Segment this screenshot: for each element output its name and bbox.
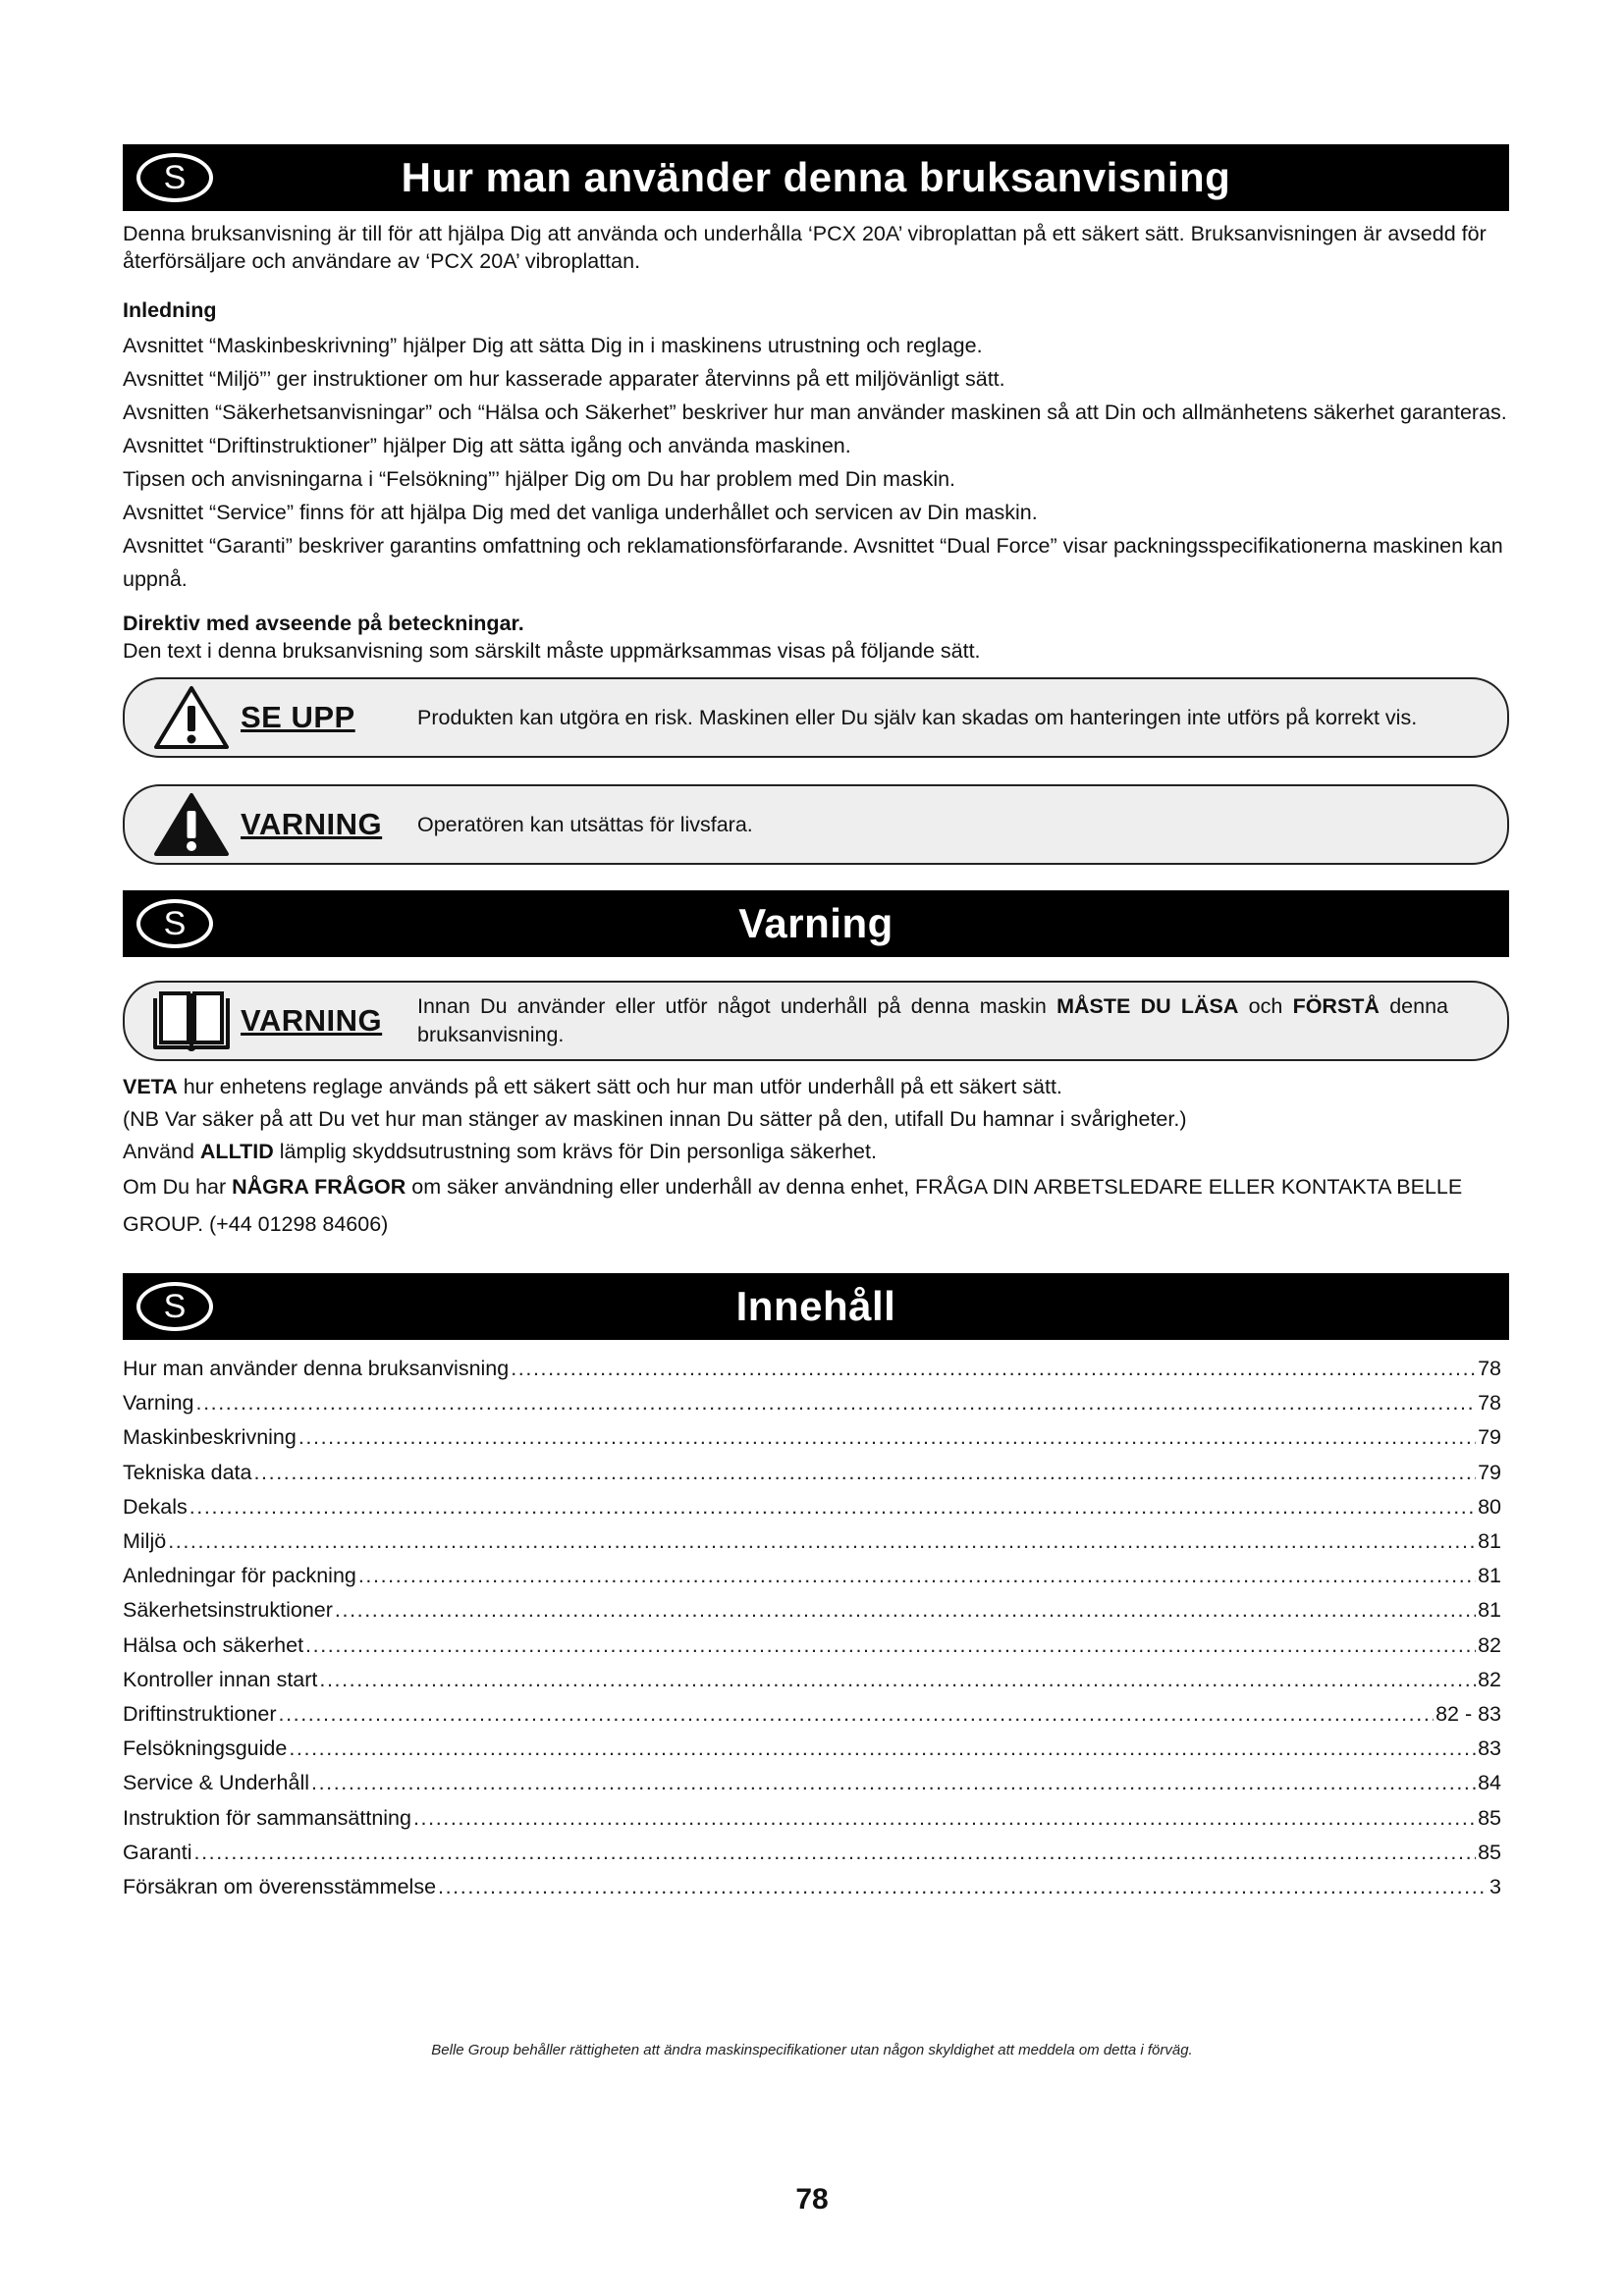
language-badge: S [136,899,213,948]
section-header-usage [123,144,1509,211]
inledning-heading: Inledning [123,298,217,322]
toc-leader-dots [319,1663,1476,1697]
toc-entry-title: Garanti [123,1840,192,1864]
toc-entry-page: 80 [1478,1494,1501,1519]
toc-entry-page: 78 [1478,1357,1501,1380]
toc-entry[interactable] [123,1524,1501,1559]
toc-leader-dots [335,1593,1476,1628]
section-header-warning [123,890,1509,957]
read-manual-box [123,981,1509,1061]
toc-entry[interactable] [123,1456,1501,1490]
footnote: Belle Group behåller rättigheten att ändra maskinspecifikationer utan någon skyldighet att meddela om detta i förväg. [431,2042,1193,2058]
toc-entry-title: Miljö [123,1529,167,1554]
toc-leader-dots [511,1352,1476,1386]
inledning-line: Avsnitten “Säkerhetsanvisningar” och “Hälsa och Säkerhet” beskriver hur man använder maskinen så att Din och allmänhetens säkerhet garanteras. [123,400,1507,424]
toc-leader-dots [305,1629,1476,1663]
toc-entry[interactable] [123,1697,1501,1732]
toc-entry-page: 79 [1478,1460,1501,1484]
inledning-list [123,329,1509,596]
toc-entry[interactable] [123,1766,1501,1800]
toc-leader-dots [279,1697,1435,1732]
toc-entry-title: Hälsa och säkerhet [123,1632,304,1657]
toc-entry-title: Varning [123,1391,194,1415]
toc-leader-dots [289,1732,1476,1766]
toc-entry[interactable] [123,1663,1501,1697]
toc-entry-title: Försäkran om överensstämmelse [123,1875,437,1899]
section-header-contents [123,1273,1509,1340]
toc-entry-page: 81 [1478,1529,1501,1554]
intro-text: Denna bruksanvisning är till för att hjälpa Dig att använda och underhålla ‘PCX 20A’ vibroplattan på ett säkert sätt. Bruksanvisningen är avsedd för återförsäljare och användare av ‘PCX 20A’ vibroplattan. [123,222,1487,273]
toc-entry-page: 82 [1478,1632,1501,1657]
danger-label: VARNING [241,807,383,841]
toc-entry[interactable] [123,1420,1501,1455]
toc-leader-dots [358,1559,1476,1593]
toc-entry[interactable] [123,1629,1501,1663]
caution-text: Produkten kan utgöra en risk. Maskinen eller Du själv kan skadas om hanteringen inte utförs på korrekt vis. [417,705,1418,729]
danger-text: Operatören kan utsättas för livsfara. [417,812,753,836]
toc-entry[interactable] [123,1559,1501,1593]
warning-line: Använd ALLTID lämplig skyddsutrustning som krävs för Din personliga säkerhet. [123,1140,877,1163]
language-badge: S [136,153,213,202]
toc-entry[interactable] [123,1352,1501,1386]
toc-entry-title: Kontroller innan start [123,1667,318,1691]
toc-entry-title: Instruktion för sammansättning [123,1805,411,1830]
toc-leader-dots [194,1836,1477,1870]
toc-entry-page: 82 - 83 [1435,1702,1501,1727]
toc-entry[interactable] [123,1836,1501,1870]
language-badge: S [136,1282,213,1331]
toc-entry[interactable] [123,1593,1501,1628]
toc-entry-title: Dekals [123,1494,188,1519]
caution-label: SE UPP [241,700,355,734]
toc-leader-dots [298,1420,1476,1455]
warning-line: Om Du har NÅGRA FRÅGOR om säker användning eller underhåll av denna enhet, FRÅGA DIN ARBETSLEDARE ELLER KONTAKTA BELLE GROUP. (+44 01298 84606) [123,1175,1463,1236]
warning-instructions [123,1071,1509,1243]
toc-entry-title: Service & Underhåll [123,1771,310,1795]
toc-leader-dots [196,1386,1477,1420]
inledning-line: Avsnittet “Miljö”’ ger instruktioner om hur kasserade apparater återvinns på ett miljövänligt sätt. [123,367,1005,391]
section-title: Varning [738,900,893,946]
danger-box [123,784,1509,865]
warning-triangle-icon [142,789,241,860]
toc-entry[interactable] [123,1386,1501,1420]
book-icon [142,986,241,1056]
toc-leader-dots [189,1490,1476,1524]
caution-box [123,677,1509,758]
toc-entry-page: 83 [1478,1736,1501,1761]
toc-entry[interactable] [123,1801,1501,1836]
toc-entry-page: 84 [1478,1771,1501,1795]
warning-line: (NB Var säker på att Du vet hur man stänger av maskinen innan Du sätter på den, utifall Du hamnar i svårigheter.) [123,1107,1187,1131]
inledning-line: Tipsen och anvisningarna i “Felsökning”’ hjälper Dig om Du har problem med Din maskin. [123,467,956,491]
toc-entry-title: Anledningar för packning [123,1564,356,1588]
toc-entry-title: Felsökningsguide [123,1736,288,1761]
toc-entry-page: 82 [1478,1667,1501,1691]
direktiv-text: Den text i denna bruksanvisning som särskilt måste uppmärksammas visas på följande sätt. [123,639,981,663]
toc-entry-page: 85 [1478,1805,1501,1830]
caution-triangle-icon [142,682,241,753]
inledning-line: Avsnittet “Maskinbeskrivning” hjälper Dig att sätta Dig in i maskinens utrustning och reglage. [123,334,983,357]
toc-leader-dots [253,1456,1476,1490]
toc-entry-page: 79 [1478,1425,1501,1450]
toc-leader-dots [413,1801,1476,1836]
toc-entry[interactable] [123,1490,1501,1524]
inledning-line: Avsnittet “Driftinstruktioner” hjälper Dig att sätta igång och använda maskinen. [123,434,851,457]
page-number: 78 [795,2183,829,2216]
section-title: Hur man använder denna bruksanvisning [401,154,1231,200]
toc-entry-page: 81 [1478,1598,1501,1623]
toc-entry-page: 3 [1489,1875,1501,1899]
warning-line: VETA hur enhetens reglage används på ett säkert sätt och hur man utför underhåll på ett säkert sätt. [123,1075,1062,1098]
toc-entry-title: Säkerhetsinstruktioner [123,1598,333,1623]
toc-entry-title: Hur man använder denna bruksanvisning [123,1357,510,1380]
toc-entry-title: Maskinbeskrivning [123,1425,297,1450]
direktiv-heading: Direktiv med avseende på beteckningar. [123,612,524,635]
inledning-line: Avsnittet “Garanti” beskriver garantins omfattning och reklamationsförfarande. Avsnittet “Dual Force” visar packningsspecifikationerna maskinen kan uppnå. [123,534,1503,591]
toc-entry[interactable] [123,1870,1501,1904]
inledning-line: Avsnittet “Service” finns för att hjälpa Dig med det vanliga underhållet och servicen av Din maskin. [123,501,1038,524]
toc-entry-page: 78 [1478,1391,1501,1415]
page-content [123,144,1509,1904]
toc-leader-dots [311,1766,1476,1800]
table-of-contents [123,1352,1509,1904]
toc-entry-page: 81 [1478,1564,1501,1588]
read-manual-text: Innan Du använder eller utför något underhåll på denna maskin MÅSTE DU LÄSA och FÖRSTÅ denna bruksanvisning. [417,994,1448,1046]
section-title: Innehåll [735,1283,896,1329]
toc-entry-page: 85 [1478,1840,1501,1864]
toc-leader-dots [438,1870,1488,1904]
toc-leader-dots [168,1524,1476,1559]
toc-entry[interactable] [123,1732,1501,1766]
toc-entry-title: Tekniska data [123,1460,252,1484]
toc-entry-title: Driftinstruktioner [123,1702,277,1727]
read-manual-label: VARNING [241,1003,383,1038]
